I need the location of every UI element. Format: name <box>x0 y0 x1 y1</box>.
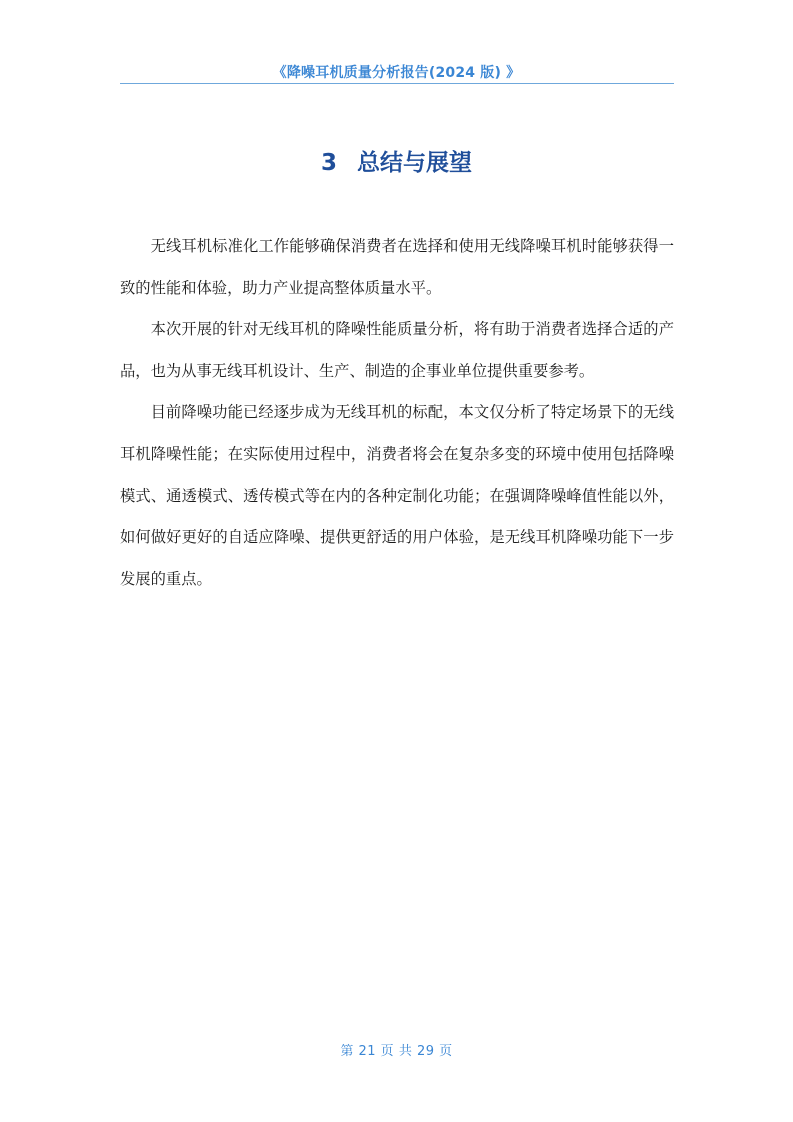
paragraph-2: 本次开展的针对无线耳机的降噪性能质量分析，将有助于消费者选择合适的产品，也为从事无线耳机设计、生产、制造的企事业单位提供重要参考。 <box>120 320 674 380</box>
paragraph-3: 目前降噪功能已经逐步成为无线耳机的标配，本文仅分析了特定场景下的无线耳机降噪性能；在实际使用过程中，消费者将会在复杂多变的环境中使用包括降噪模式、通透模式、透传模式等在内的各种定制化功能；在强调降噪峰值性能以外，如何做好更好的自适应降噪、提供更舒适的用户体验，是无线耳机降噪功能下一步发展的重点。 <box>120 403 674 588</box>
header-divider <box>120 83 674 84</box>
page-number-footer: 第 21 页 共 29 页 <box>340 1044 453 1059</box>
section-body <box>120 226 674 600</box>
section-number: 3 <box>320 150 337 176</box>
paragraph-1: 无线耳机标准化工作能够确保消费者在选择和使用无线降噪耳机时能够获得一致的性能和体验，助力产业提高整体质量水平。 <box>120 237 674 297</box>
section-title: 总结与展望 <box>357 150 472 176</box>
running-header-title: 《降噪耳机质量分析报告(2024 版) 》 <box>272 65 521 81</box>
section-heading <box>120 144 673 177</box>
